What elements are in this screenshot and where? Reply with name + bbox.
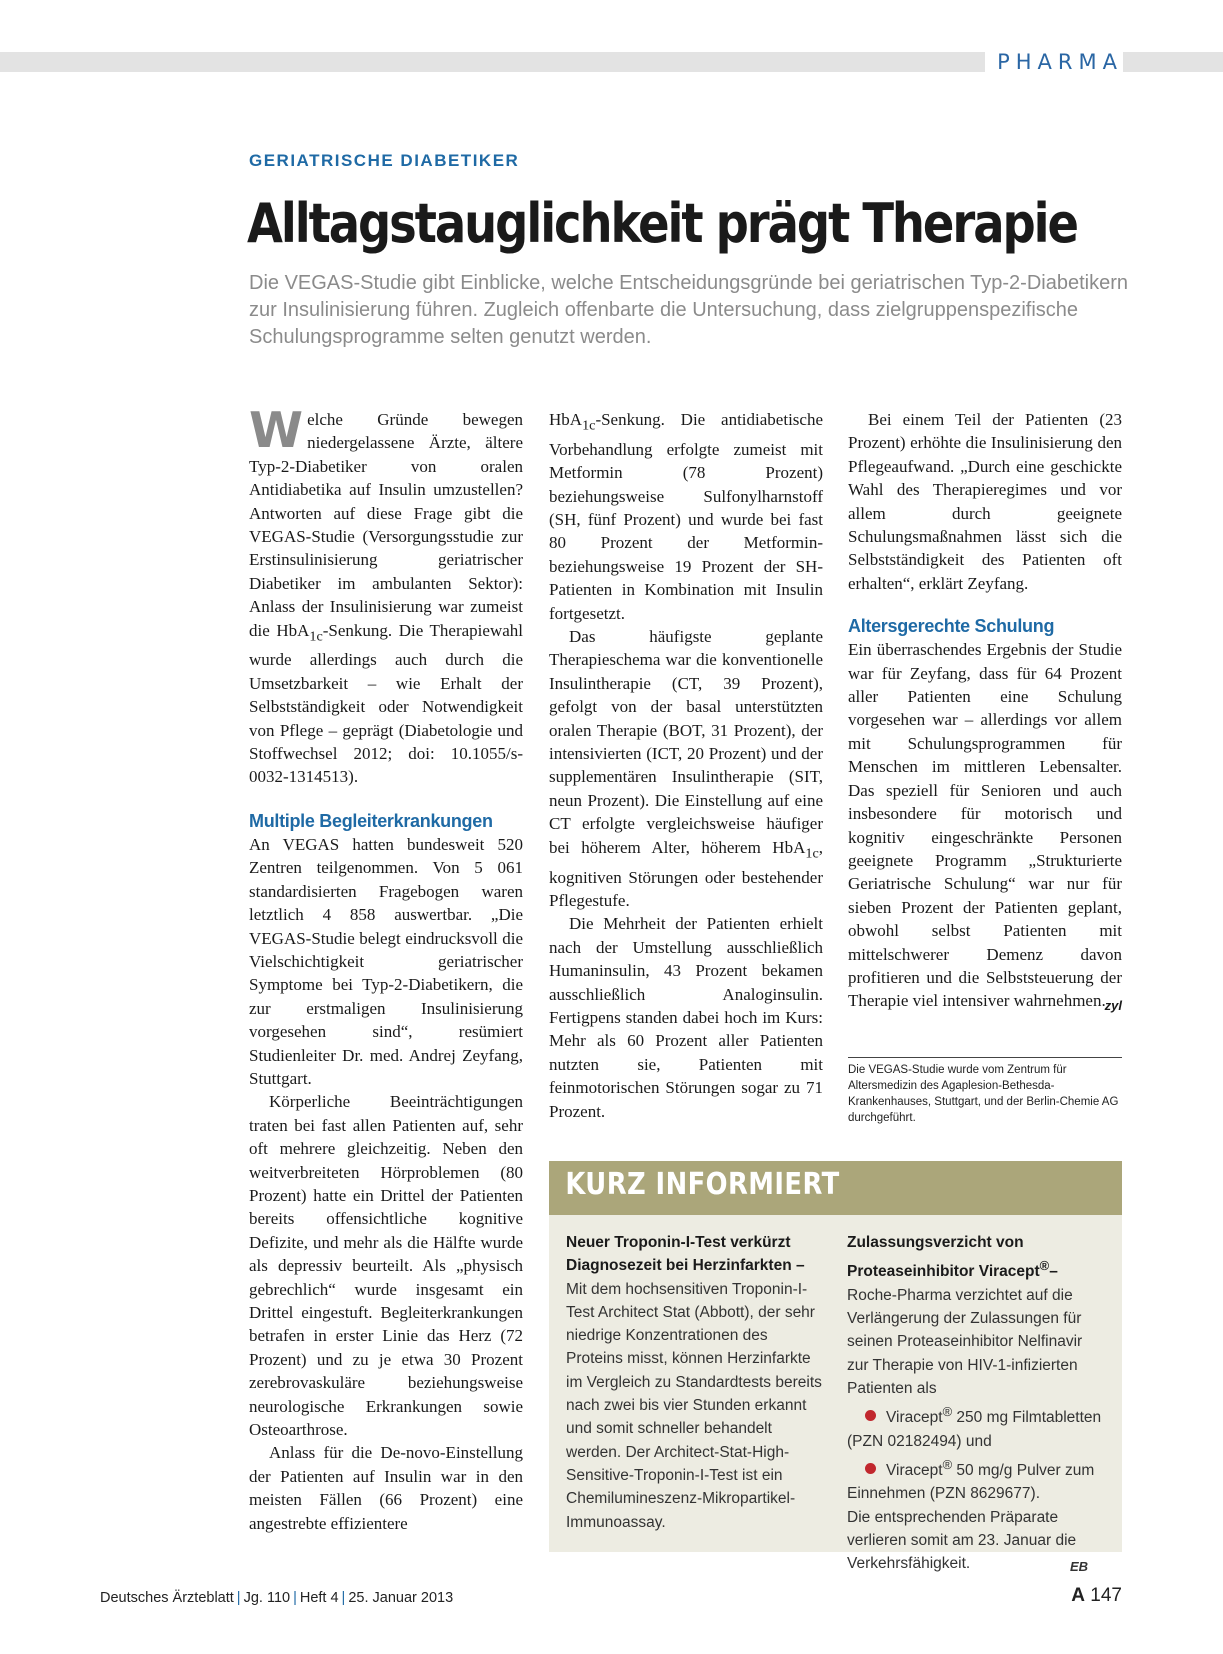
- footer-separator: |: [236, 1590, 241, 1606]
- news-item-title: Zulassungsverzicht von Proteaseinhibitor Viracept®–: [847, 1234, 1058, 1281]
- news-item-title: Neuer Troponin-I-Test verkürzt Diagnosezeit bei Herzinfarkten –: [566, 1234, 805, 1275]
- author-signature: zyl: [1104, 997, 1122, 1013]
- news-item-text: Mit dem hochsensitiven Troponin-I-Test Architect Stat (Abbott), der sehr niedrige Konzentrationen des Proteins misst, können Herzinfarkte im Vergleich zu Standardtests bereits nach zwei bis vier Stunden erkannt und somit schneller behandelt werden. Der Architect-Stat-High-Sensitive-Troponin-I-Test ist ein Chemilumineszenz-Mikropartikel-Immunoassay.: [566, 1280, 822, 1531]
- study-footnote: Die VEGAS-Studie wurde vom Zentrum für Altersmedizin des Agaplesion-Bethesda-Krankenhauses, Stuttgart, und der Berlin-Chemie AG durchgeführt.: [848, 1057, 1122, 1126]
- news-item-troponin: [566, 1231, 822, 1534]
- paragraph: Ein überraschendes Ergebnis der Studie war für Zeyfang, dass für 64 Prozent aller Patienten eine Schulung vorgesehen war – allerdings vor allem mit Schulungsprogrammen für Menschen im mittleren Lebensalter. Das speziell für Senioren und auch insbesondere für motorisch und kognitiv eingeschränkte Personen geeignete Programm „Strukturierte Geriatrische Schulung“ war nur für sieben Prozent der Patienten geplant, obwohl selbst Patienten mit mittelschwerer Demenz davon profitieren und die Selbststeuerung der Therapie viel intensiver wahrnehmen.: [848, 640, 1122, 1011]
- box-title: KURZ INFORMIERT: [565, 1167, 840, 1202]
- section-label: PHARMA: [985, 47, 1123, 77]
- news-item-viracept: [847, 1231, 1103, 1578]
- box-signature: EB: [1069, 1558, 1088, 1574]
- subheading-begleiterkrankungen: Multiple Begleiterkrankungen: [249, 810, 493, 831]
- page-number: A 147: [1071, 1585, 1122, 1606]
- box-header: [549, 1161, 1122, 1215]
- footer-separator: |: [341, 1590, 346, 1606]
- footer-separator: |: [293, 1590, 297, 1606]
- article-column-2: [549, 408, 823, 1123]
- journal-name: Deutsches Ärzteblatt: [100, 1590, 234, 1606]
- page-footer: [100, 1590, 453, 1606]
- bullet-item: Viracept® 250 mg Filmtabletten (PZN 02182494) und: [847, 1404, 1102, 1450]
- article-column-3: [848, 408, 1122, 1017]
- paragraph: An VEGAS hatten bundesweit 520 Zentren teilgenommen. Von 5 061 standardisierten Fragebogen waren letztlich 4 858 auswertbar. „Die VEGAS-Studie belegt eindrucksvoll die Vielschichtigkeit geriatrischer Symptome bei Typ-2-Diabetikern, die zur erstmaligen Insulinisierung vorgesehen sind“, resümiert Studienleiter Dr. med. Andrej Zeyfang, Stuttgart.: [249, 834, 523, 1088]
- article-lead: Die VEGAS-Studie gibt Einblicke, welche Entscheidungsgründe bei geriatrischen Typ-2-Diabetikern zur Insulinisierung führen. Zugleich offenbarte die Untersuchung, dass zielgruppenspezifische Schulungsprogramme selten genutzt werden.: [249, 272, 1128, 348]
- news-item-closing: Die entsprechenden Präparate verlieren somit am 23. Januar die Verkehrsfähigkeit.: [847, 1508, 1077, 1573]
- paragraph: HbA$_{1c}$-Senkung. Die antidiabetische Vorbehandlung erfolgte zumeist mit Metformin (78 Prozent) beziehungsweise Sulfonylharnstoff (SH, fünf Prozent) und wurde bei fast 80 Prozent der Metformin- beziehungsweise 19 Prozent der SH-Patienten in Kombination mit Insulin fortgesetzt.: [549, 410, 823, 623]
- paragraph: Das häufigste geplante Therapieschema war die konventionelle Insulintherapie (CT, 39 Prozent), gefolgt von der basal unterstützten oralen Therapie (BOT, 31 Prozent), der intensivierten (ICT, 20 Prozent) und der supplementären Insulintherapie (SIT, neun Prozent). Die Einstellung auf eine CT erfolgte vergleichsweise häufiger bei höherem Alter, höherem HbA$_{1c}$, kognitiven Störungen oder bestehender Pflegestufe.: [549, 627, 823, 910]
- kurz-informiert-box: [549, 1161, 1122, 1574]
- paragraph: Die Mehrheit der Patienten erhielt nach der Umstellung ausschließlich Humaninsulin, 43 Prozent bekamen ausschließlich Analoginsulin. Fertigpens standen dabei hoch im Kurs: Mehr als 60 Prozent aller Patienten nutzten sie, Patienten mit feinmotorischen Störungen sogar zu 71 Prozent.: [549, 914, 823, 1121]
- bullet-icon: [865, 1410, 876, 1421]
- volume: Jg. 110: [243, 1590, 291, 1606]
- paragraph-intro: Welche Gründe bewegen niedergelassene Ärzte, ältere Typ-2-Diabetiker von oralen Antidiabetika auf Insulin umzustellen? Antworten auf diese Frage gibt die VEGAS-Studie (Versorgungsstudie zur Erstinsulinisierung geriatrischer Diabetiker im ambulanten Sektor): Anlass der Insulinisierung war zumeist die HbA$_{1c}$-Senkung. Die Therapiewahl wurde allerdings auch durch die Umsetzbarkeit – wie Erhalt der Selbstständigkeit oder Notwendigkeit von Pflege – geprägt (Diabetologie und Stoffwechsel 2012; doi: 10.1055/s-0032-1314513).: [249, 402, 523, 787]
- issue-date: 25. Januar 2013: [348, 1590, 454, 1606]
- article-column-1: [249, 402, 523, 1535]
- subheading-schulung: Altersgerechte Schulung: [848, 616, 1055, 637]
- news-item-text: Roche-Pharma verzichtet auf die Verlängerung der Zulassungen für seinen Proteaseinhibitor Nelfinavir zur Therapie von HIV-1-infizierten Patienten als: [847, 1286, 1083, 1397]
- paragraph: Körperliche Beeinträchtigungen traten bei fast allen Patienten auf, sehr oft mehrere gleichzeitig. Neben den weitverbreiteten Hörproblemen (80 Prozent) hatte ein Drittel der Patienten bereits offensichtliche kognitive Defizite, und mehr als die Hälfte wurde als depressiv beurteilt. Als „physisch gebrechlich“ wurde insgesamt ein Drittel eingestuft. Begleiterkrankungen betrafen in erster Linie das Herz (72 Prozent) und zu je etwa 30 Prozent zerebrovaskuläre beziehungsweise neurologische Erkrankungen sowie Osteoarthrose.: [249, 1092, 523, 1440]
- paragraph: Anlass für die De-novo-Einstellung der Patienten auf Insulin war in den meisten Fällen (66 Prozent) eine angestrebte effizientere: [249, 1443, 523, 1533]
- article-kicker: GERIATRISCHE DIABETIKER: [249, 151, 520, 170]
- article-headline: Alltagstauglichkeit prägt Therapie: [247, 192, 1077, 255]
- drop-cap: W: [249, 402, 304, 459]
- paragraph: Bei einem Teil der Patienten (23 Prozent) erhöhte die Insulinisierung den Pflegeaufwand. „Durch eine geschickte Wahl des Therapieregimes und vor allem durch geeignete Schulungsmaßnahmen lässt sich die Selbstständigkeit des Patienten oft erhalten“, erklärt Zeyfang.: [848, 410, 1122, 593]
- bullet-icon: [865, 1463, 876, 1474]
- issue: Heft 4: [299, 1590, 339, 1606]
- bullet-item: Viracept® 50 mg/g Pulver zum Einnehmen (PZN 8629677).: [847, 1456, 1095, 1503]
